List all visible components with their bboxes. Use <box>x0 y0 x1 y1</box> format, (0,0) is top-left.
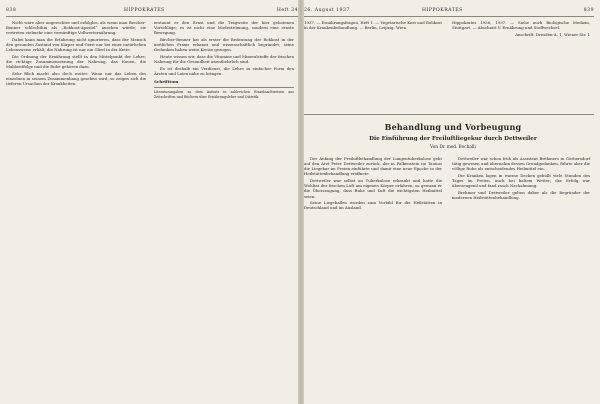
paragraph: Dettweiler war schon früh als Assistent Brehmers in Görbersdorf tätig gewesen und übernahm dessen Grundgedanken, führte aber die völlige Ruhe als entscheidendes Heilmittel ein. <box>452 156 590 172</box>
right-body-column-1 <box>304 156 442 212</box>
paragraph: Heute wissen wir, dass die Vitamine und Mineralstoffe der frischen Nahrung für die Gesundheit unentbehrlich sind. <box>154 53 294 65</box>
paragraph: 1937. — Ernährungsfragen, Heft 1. — Vegetarische Kost und Rohkost in der Krankenbehandlung. — Berlin, Leipzig, Wien. <box>304 20 442 31</box>
paragraph: Nicht wäre aber ungerechter und erfolglos, als wenn man Brecher-Benner schlechthin als „Rohkost-Apostel“ ansehen würde; sie vertreten vielmehr eine vernünftige Vollwerternährung. <box>6 20 146 36</box>
right-top-column-2 <box>452 20 590 39</box>
right-journal-title: HIPPOKRATES <box>422 8 463 13</box>
left-page-number: 838 <box>6 8 17 13</box>
right-running-head <box>304 6 594 17</box>
paragraph: Der Anfang der Freiluftbehandlung der Lungentuberkulose geht auf den Arzt Peter Dettweiler zurück, der in Falkenstein im Taunus die Liegekur im Freien einführte und damit eine neue Epoche in der Heilstättenbehandlung eröffnete. <box>304 156 442 177</box>
paragraph: Bircher-Benner hat als erster die Bedeutung der Rohkost in der ärztlichen Praxis erkannt und wissenschaftlich begründet; seine Gedanken haben weite Kreise gezogen. <box>154 36 294 53</box>
paragraph: Seine Liegehallen wurden zum Vorbild für die Heilstätten in Deutschland und im Ausland. <box>304 200 442 211</box>
address-line: Anschrift: Dresden-A. 1, Wiener Str. 1 <box>515 32 590 38</box>
left-column-2 <box>154 20 294 99</box>
article-title: Behandlung und Vorbeugung <box>384 122 522 132</box>
paragraph: Es ist deshalb ein Verdienst, die Lehre in einfacher Form den Ärzten und Laien nahe zu bringen. <box>154 65 294 76</box>
section-rule <box>304 114 594 115</box>
paragraph: Brehmer und Dettweiler gelten daher als die Begründer der modernen Heilstättenbehandlung. <box>452 189 590 201</box>
right-date: 26. August 1937 <box>304 8 350 13</box>
right-top-column-1 <box>304 20 442 32</box>
left-issue: Heft 34 <box>276 8 298 13</box>
right-page-number: 839 <box>583 8 594 13</box>
right-body-column-2 <box>452 156 590 202</box>
paragraph: Dettweiler war selbst an Tuberkulose erkrankt und hatte die Wohltat der frischen Luft am eigenen Körper erfahren; so gewann er die Überzeugung, dass Ruhe und Luft die wichtigsten Heilmittel seien. <box>304 178 442 199</box>
schrifttum-heading: Schrifttum <box>154 79 179 85</box>
paragraph: Die Ordnung der Ernährung stellt in den Mittelpunkt der Lehre; die richtige Zusammensetzung der Nahrung, das Kauen, die Mahlzeitfolge und die Ruhe gehören dazu. <box>6 53 146 70</box>
left-column-1 <box>6 20 146 88</box>
article-author: Von Dr. med. Bochalli <box>430 144 476 149</box>
article-header <box>322 122 584 149</box>
paragraph: Die Kranken lagen in warme Decken gehüllt viele Stunden des Tages im Freien, auch bei kaltem Wetter; der Erfolg war überzeugend und fand rasch Nachahmung. <box>452 172 590 189</box>
left-page <box>6 6 298 398</box>
left-running-head <box>6 6 298 17</box>
paragraph: Dabei kann man die Erfahrung nicht ignorieren, dass der Mensch den gesunden Zustand von Körper und Geist nur bei einer natürlichen Lebensweise erhält; die Nahrung ist nur ein Glied in der Kette. <box>6 36 146 53</box>
paragraph: Hippokrates 1936, 1937. — Siehe auch Biologische Medizin, Stuttgart. — Abschnitt V. Ernährung und Stoffwechsel. <box>452 20 590 31</box>
paragraph: erstaunt er den Ernst und die Tragweite der hier gebotenen Vorschläge; es ist nicht eine Modeströmung, sondern eine ernste Bewegung. <box>154 20 294 36</box>
right-page <box>304 6 594 398</box>
schrifttum-text: Literaturangaben zu dem Aufsatz in zahlreichen Einzelnachweisen aus Zeitschriften und Büchern über Ernährungslehre und Diätetik. <box>154 87 294 99</box>
article-subtitle: Die Einführung der Freiluftliegekur durch Dettweiler <box>369 136 537 142</box>
paragraph: Sehr Blick macht also doch weiter: Wenn nur das Leben des einzelnen in seinem Zusammenhang gesehen wird, so zeigen sich die tieferen Ursachen der Krankheiten. <box>6 70 146 87</box>
left-journal-title: HIPPOKRATES <box>124 8 165 13</box>
